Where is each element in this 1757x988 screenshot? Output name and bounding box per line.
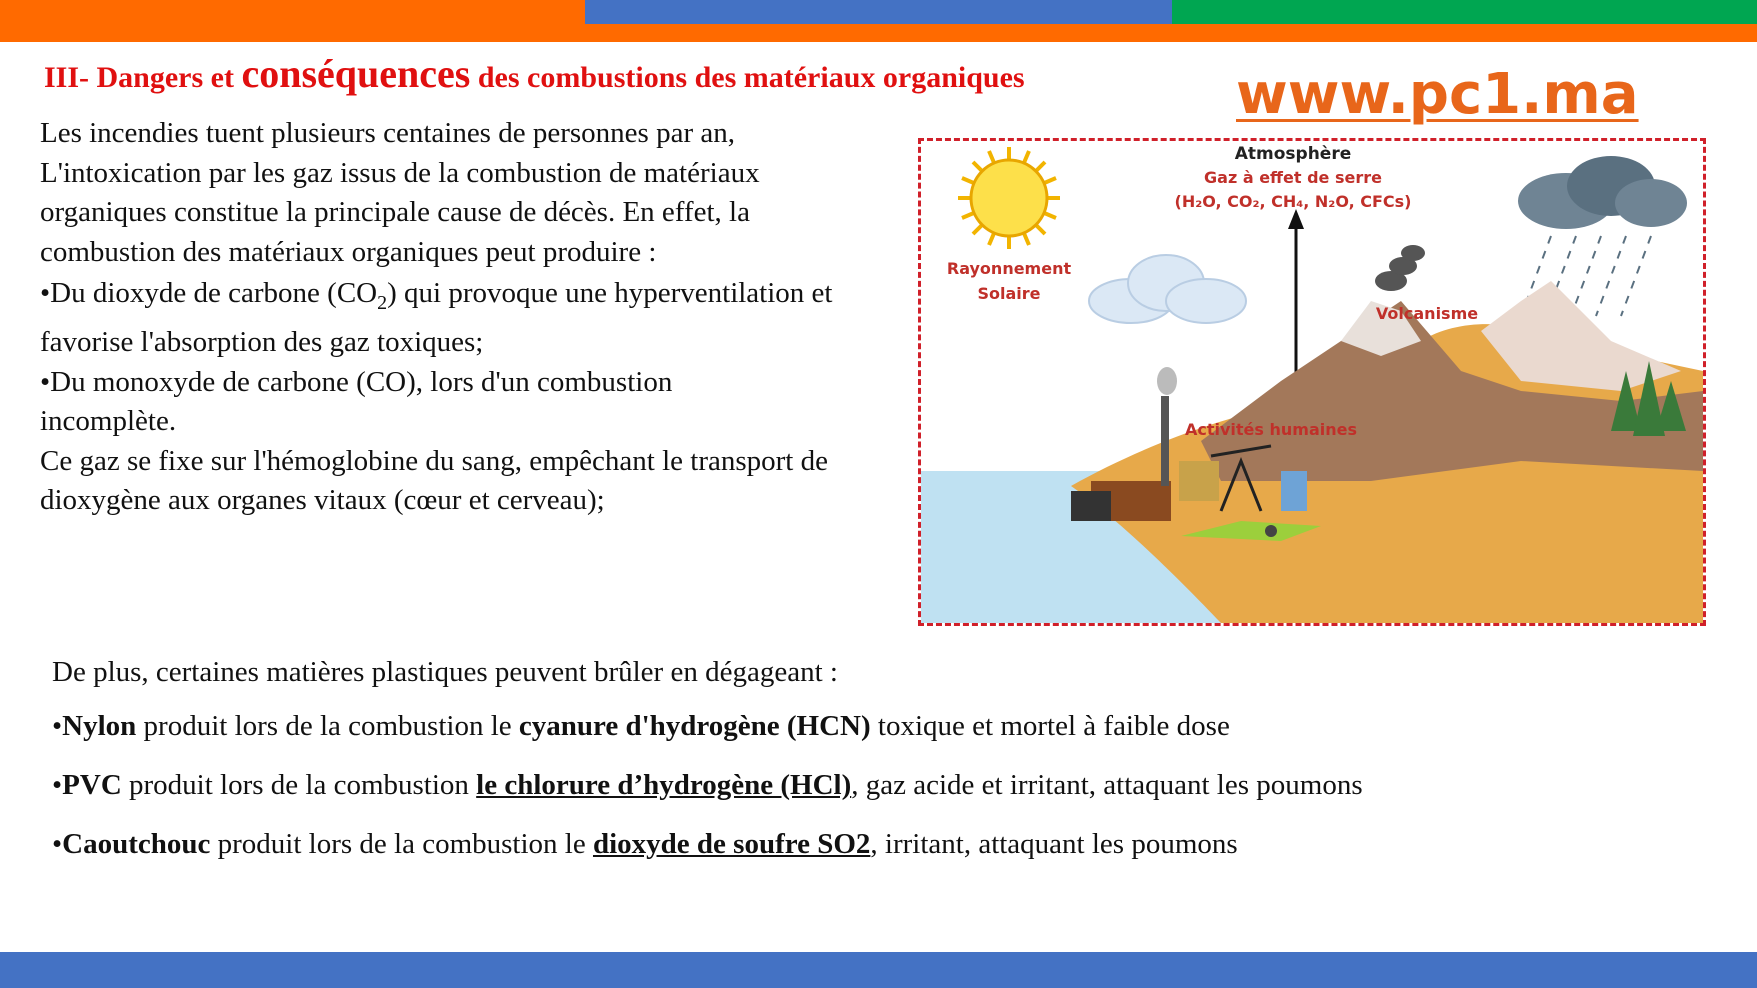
plastics-intro: De plus, certaines matières plastiques peuvent brûler en dégageant : xyxy=(52,656,838,688)
item-text: , gaz acide et irritant, attaquant les poumons xyxy=(851,769,1363,801)
list-item-pvc xyxy=(52,769,1363,802)
sun-icon xyxy=(958,147,1060,249)
top-bar-blue-segment xyxy=(585,0,1172,24)
water-tower-icon xyxy=(1281,471,1307,511)
site-link[interactable]: www.pc1.ma xyxy=(1236,62,1639,127)
top-bar-orange-strip xyxy=(0,24,1757,42)
title-part-3: des combustions des matériaux organiques xyxy=(470,61,1025,94)
title-part-2: conséquences xyxy=(241,51,471,96)
greenhouse-illustration xyxy=(921,141,1703,623)
human-activities-label: Activités humaines xyxy=(1184,420,1358,439)
top-color-bar xyxy=(0,0,1757,42)
item-text: , irritant, attaquant les poumons xyxy=(870,828,1238,860)
greenhouse-label: Gaz à effet de serre xyxy=(1204,168,1382,187)
section-title xyxy=(44,50,1025,97)
bullet: • xyxy=(52,769,63,801)
gas-name: le chlorure d’hydrogène (HCl) xyxy=(476,769,852,801)
atmosphere-label: Atmosphère xyxy=(1234,144,1352,164)
bullet-co: •Du monoxyde de carbone (CO), lors d'un combustion incomplète. xyxy=(40,365,673,438)
item-text: produit lors de la combustion xyxy=(121,769,477,801)
solar-label-1: Rayonnement xyxy=(946,259,1072,278)
intro-paragraph-2: Ce gaz se fixe sur l'hémoglobine du sang, empêchant le transport de dioxygène aux organes vitaux (cœur et cerveau); xyxy=(40,444,828,517)
greenhouse-diagram xyxy=(918,138,1706,626)
material-name: Nylon xyxy=(62,710,137,742)
bullet: • xyxy=(52,828,63,860)
bullet-co2-pre: •Du dioxyde de carbone (CO xyxy=(40,277,378,309)
bullet-co2 xyxy=(40,274,920,363)
list-item-caoutchouc xyxy=(52,828,1238,861)
bullet-co2-post: ) qui provoque une hyperventilation et favorise l'absorption des gaz toxiques; xyxy=(40,277,833,359)
top-bar-green-segment xyxy=(1172,0,1757,24)
solar-label-2: Solaire xyxy=(977,284,1041,303)
gases-label: (H₂O, CO₂, CH₄, N₂O, CFCs) xyxy=(1174,192,1412,211)
material-name: Caoutchouc xyxy=(62,828,211,860)
list-item-nylon xyxy=(52,710,1230,743)
co2-subscript: 2 xyxy=(377,291,388,314)
bullet: • xyxy=(52,710,63,742)
gas-name: cyanure d'hydrogène (HCN) xyxy=(518,710,871,742)
gas-name: dioxyde de soufre SO2 xyxy=(592,828,871,860)
title-part-1: III- Dangers et xyxy=(44,61,242,94)
volcanism-label: Volcanisme xyxy=(1375,304,1479,323)
top-bar-orange-segment xyxy=(0,0,585,24)
intro-paragraph: Les incendies tuent plusieurs centaines de personnes par an, L'intoxication par les gaz issus de la combustion de matériaux organiques constitue la principale cause de décès. En effet, la combustion des matériaux organiques peut produire : xyxy=(40,117,760,268)
bottom-color-bar xyxy=(0,952,1757,988)
material-name: PVC xyxy=(62,769,122,801)
item-text: produit lors de la combustion le xyxy=(210,828,593,860)
intro-text xyxy=(40,114,920,521)
item-text: toxique et mortel à faible dose xyxy=(870,710,1230,742)
item-text: produit lors de la combustion le xyxy=(136,710,519,742)
